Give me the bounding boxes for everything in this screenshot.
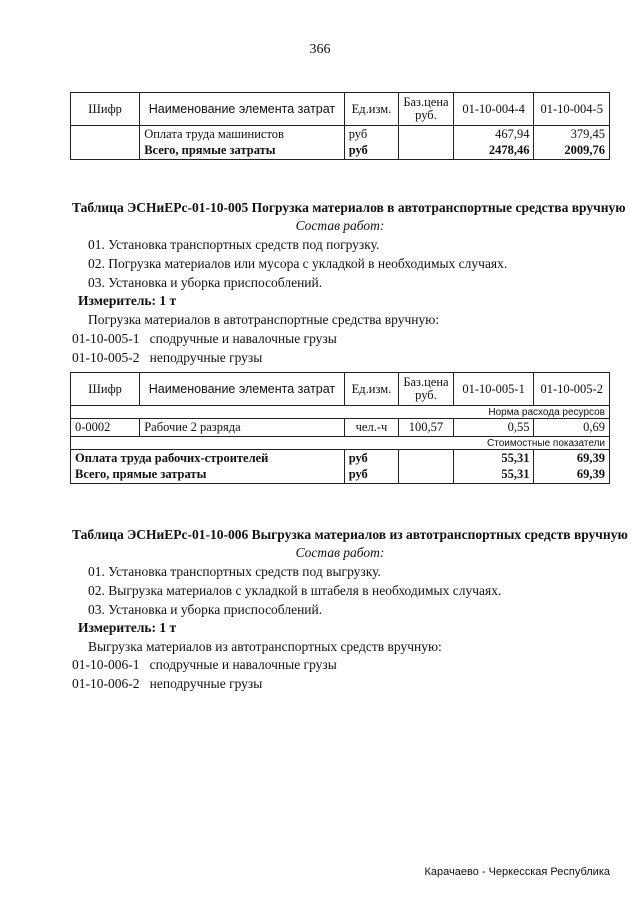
step-006-3: 03. Установка и уборка приспособлений. [88,602,323,617]
norm-label: Норма расхода ресурсов [71,406,610,419]
row-unit: руб [344,126,399,143]
header-col2: 01-10-005-2 [534,373,610,406]
item-006-2 [72,676,262,692]
step-006-2: 02. Выгрузка материалов с укладкой в штабеля в необходимых случаях. [88,583,502,598]
cost-row-name: Оплата труда рабочих-строителей [71,450,345,467]
resource-base: 100,57 [399,419,454,437]
cost-row-name: Всего, прямые затраты [71,467,345,484]
composition-label-005: Состав работ: [295,218,385,233]
cost-label: Стоимостные показатели [71,437,610,450]
measure-005: Измеритель: 1 т [78,293,177,308]
item-code: 01-10-006-1 [72,657,140,672]
cost-row-value-2: 69,39 [534,467,610,484]
row-value-1: 2478,46 [453,143,534,160]
header-name: Наименование элемента затрат [140,373,344,406]
footer-region: Карачаево - Черкесская Республика [424,866,610,878]
item-text: сподручные и навалочные грузы [149,657,337,672]
cost-row-unit: руб [344,467,399,484]
table-005 [70,372,610,484]
header-col1: 01-10-005-1 [453,373,534,406]
header-code: Шифр [71,373,140,406]
item-text: сподручные и навалочные грузы [149,331,337,346]
row-base [399,126,454,143]
top-cost-table [70,92,610,160]
cost-row-value-1: 55,31 [453,467,534,484]
cost-row-value-2: 69,39 [534,450,610,467]
row-code [71,143,140,160]
item-005-2 [72,350,262,366]
item-006-1 [72,657,337,673]
row-base [399,143,454,160]
step-006-1: 01. Установка транспортных средств под выгрузку. [88,564,381,579]
item-text: неподручные грузы [149,676,263,691]
step-005-1: 01. Установка транспортных средств под погрузку. [88,237,380,252]
header-unit: Ед.изм. [344,93,399,126]
row-value-2: 2009,76 [534,143,610,160]
composition-label-006: Состав работ: [295,545,385,560]
header-unit: Ед.изм. [344,373,399,406]
step-005-2: 02. Погрузка материалов или мусора с укладкой в необходимых случаях. [88,256,508,271]
resource-name: Рабочие 2 разряда [140,419,344,437]
description-006: Выгрузка материалов из автотранспортных средств вручную: [88,639,442,654]
row-code [71,126,140,143]
table-006-title: Таблица ЭСНиЕРс-01-10-006 Выгрузка материалов из автотранспортных средств вручную [72,527,628,542]
header-base-price: Баз.цена руб. [399,93,454,126]
resource-unit: чел.-ч [344,419,399,437]
item-code: 01-10-005-1 [72,331,140,346]
resource-value-1: 0,55 [453,419,534,437]
item-text: неподручные грузы [149,350,263,365]
row-name: Оплата труда машинистов [140,126,344,143]
page-number: 366 [309,42,331,57]
cost-row-unit: руб [344,450,399,467]
item-code: 01-10-006-2 [72,676,140,691]
row-name: Всего, прямые затраты [140,143,344,160]
resource-code: 0-0002 [71,419,140,437]
header-col1: 01-10-004-4 [453,93,534,126]
row-value-1: 467,94 [453,126,534,143]
item-code: 01-10-005-2 [72,350,140,365]
measure-006: Измеритель: 1 т [78,620,177,635]
row-unit: руб [344,143,399,160]
cost-row-base [399,467,454,484]
cost-row-base [399,450,454,467]
header-name: Наименование элемента затрат [140,93,344,126]
description-005: Погрузка материалов в автотранспортные средства вручную: [88,312,440,327]
resource-value-2: 0,69 [534,419,610,437]
item-005-1 [72,331,337,347]
step-005-3: 03. Установка и уборка приспособлений. [88,275,323,290]
header-code: Шифр [71,93,140,126]
header-base-price: Баз.цена руб. [399,373,454,406]
header-col2: 01-10-004-5 [534,93,610,126]
table-005-title: Таблица ЭСНиЕРс-01-10-005 Погрузка материалов в автотранспортные средства вручную [72,200,626,215]
row-value-2: 379,45 [534,126,610,143]
cost-row-value-1: 55,31 [453,450,534,467]
